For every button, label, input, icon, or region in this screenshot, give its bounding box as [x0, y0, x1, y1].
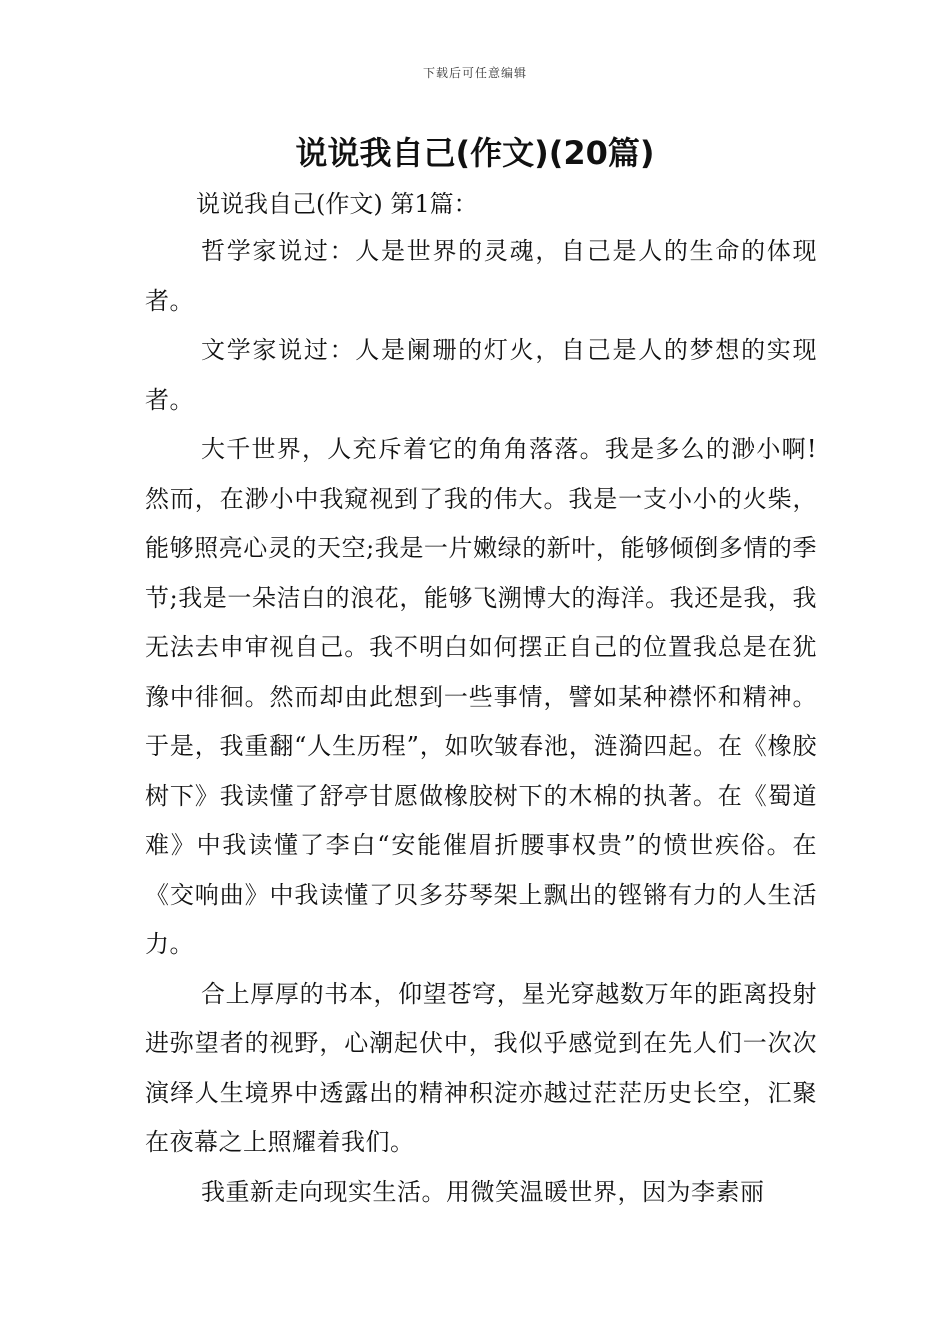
body-text	[145, 227, 817, 1217]
paragraph: 合上厚厚的书本，仰望苍穹，星光穿越数万年的距离投射进弥望者的视野，心潮起伏中，我似乎感觉到在先人们一次次演绎人生境界中透露出的精神积淀亦越过茫茫历史长空，汇聚在夜幕之上照耀着我们。	[145, 979, 817, 1156]
document-title: 说说我自己(作文)(20篇)	[295, 134, 655, 172]
paragraph: 大千世界，人充斥着它的角角落落。我是多么的渺小啊!然而，在渺小中我窥视到了我的伟大。我是一支小小的火柴，能够照亮心灵的天空;我是一片嫩绿的新叶，能够倾倒多情的季节;我是一朵洁白的浪花，能够飞溯博大的海洋。我还是我，我无法去申审视自己。我不明白如何摆正自己的位置我总是在犹豫中徘徊。然而却由此想到一些事情，譬如某种襟怀和精神。于是，我重翻“人生历程”，如吹皱春池，涟漪四起。在《橡胶树下》我读懂了舒亭甘愿做橡胶树下的木棉的执著。在《蜀道难》中我读懂了李白“安能催眉折腰事权贵”的愤世疾俗。在《交响曲》中我读懂了贝多芬琴架上飘出的铿锵有力的人生活力。	[145, 435, 817, 958]
paragraph: 我重新走向现实生活。用微笑温暖世界，因为李素丽	[201, 1177, 765, 1206]
header-note: 下载后可任意编辑	[422, 66, 527, 80]
paragraph: 文学家说过：人是阑珊的灯火，自己是人的梦想的实现者。	[145, 336, 817, 414]
section-subheading: 说说我自己(作文) 第1篇：	[196, 190, 478, 218]
paragraph: 哲学家说过：人是世界的灵魂，自己是人的生命的体现者。	[145, 237, 817, 315]
